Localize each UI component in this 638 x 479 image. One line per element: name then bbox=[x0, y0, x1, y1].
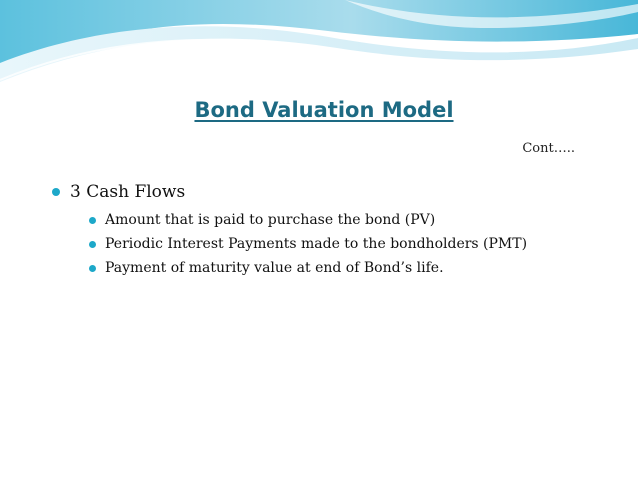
bullet-dot-icon bbox=[89, 265, 96, 272]
sub-bullet-item-pmt bbox=[89, 232, 612, 256]
header-wave-icon bbox=[0, 0, 638, 110]
sub-bullet-text-pmt: Periodic Interest Payments made to the bondholders (PMT) bbox=[105, 236, 528, 252]
sub-bullet-item-pv bbox=[89, 208, 612, 232]
bullet-dot-icon bbox=[89, 241, 96, 248]
bullet-text-cash-flows: 3 Cash Flows bbox=[70, 182, 186, 202]
sub-bullet-text-pv: Amount that is paid to purchase the bond (PV) bbox=[105, 212, 436, 228]
bullet-list bbox=[52, 180, 612, 280]
continued-label: Cont….. bbox=[522, 141, 575, 156]
bullet-dot-icon bbox=[89, 217, 96, 224]
bullet-dot-icon bbox=[52, 188, 60, 196]
sub-bullet-item-maturity bbox=[89, 256, 612, 280]
bullet-item-cash-flows bbox=[52, 180, 612, 204]
page-title-text: Bond Valuation Model bbox=[194, 98, 454, 122]
sub-bullet-text-maturity: Payment of maturity value at end of Bond’s life. bbox=[105, 260, 444, 276]
page-title bbox=[0, 96, 638, 124]
